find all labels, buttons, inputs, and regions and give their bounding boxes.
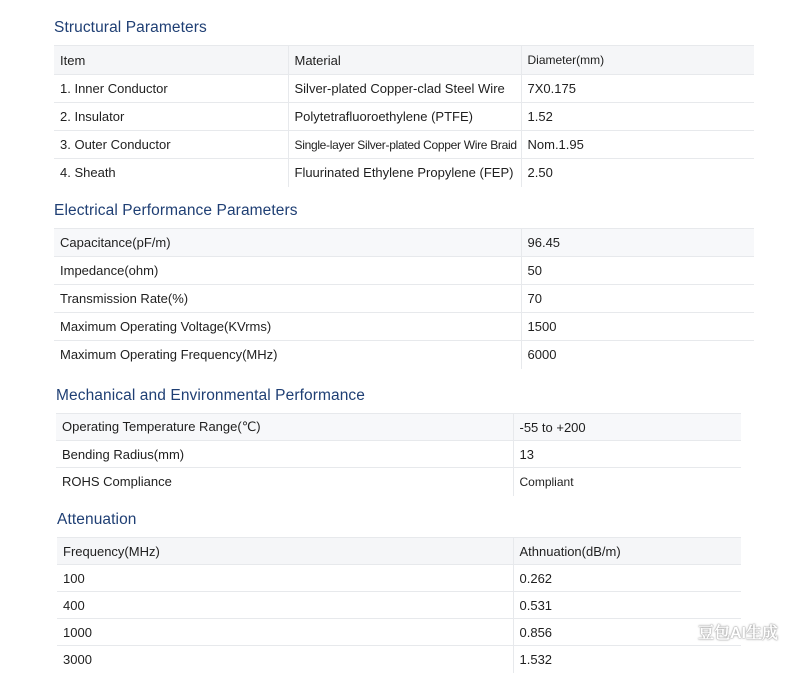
frequency-cell: 3000 xyxy=(57,646,513,673)
col-header-item: Item xyxy=(54,46,288,75)
value-cell: 1500 xyxy=(521,313,754,341)
parameter-cell: Capacitance(pF/m) xyxy=(54,229,521,257)
structural-header-row xyxy=(54,46,754,75)
attenuation-header-row xyxy=(57,538,741,565)
table-row xyxy=(54,229,754,257)
attenuation-title: Attenuation xyxy=(57,511,137,528)
mechanical-table xyxy=(56,413,741,496)
diameter-cell: Nom.1.95 xyxy=(521,131,754,159)
attenuation-cell: 0.856 xyxy=(513,619,741,646)
table-row xyxy=(54,131,754,159)
parameter-cell: Bending Radius(mm) xyxy=(56,441,513,468)
structural-title: Structural Parameters xyxy=(54,19,207,36)
parameter-cell: Transmission Rate(%) xyxy=(54,285,521,313)
frequency-cell: 1000 xyxy=(57,619,513,646)
table-row xyxy=(54,285,754,313)
value-cell: 50 xyxy=(521,257,754,285)
diameter-cell: 2.50 xyxy=(521,159,754,187)
item-cell: 3. Outer Conductor xyxy=(54,131,288,159)
frequency-cell: 100 xyxy=(57,565,513,592)
electrical-title: Electrical Performance Parameters xyxy=(54,202,298,219)
attenuation-cell: 0.531 xyxy=(513,592,741,619)
item-cell: 2. Insulator xyxy=(54,103,288,131)
table-row xyxy=(56,441,741,468)
diameter-cell: 7X0.175 xyxy=(521,75,754,103)
mechanical-title: Mechanical and Environmental Performance xyxy=(56,387,365,404)
table-row xyxy=(57,592,741,619)
parameter-cell: Maximum Operating Voltage(KVrms) xyxy=(54,313,521,341)
item-cell: 4. Sheath xyxy=(54,159,288,187)
table-row xyxy=(54,103,754,131)
frequency-cell: 400 xyxy=(57,592,513,619)
diameter-cell: 1.52 xyxy=(521,103,754,131)
value-cell: 70 xyxy=(521,285,754,313)
electrical-table xyxy=(54,228,754,369)
material-cell: Silver-plated Copper-clad Steel Wire xyxy=(288,75,521,103)
col-header-diameter: Diameter(mm) xyxy=(521,46,754,75)
value-cell: 6000 xyxy=(521,341,754,369)
structural-table xyxy=(54,45,754,187)
attenuation-cell: 0.262 xyxy=(513,565,741,592)
table-row xyxy=(56,468,741,496)
table-row xyxy=(56,414,741,441)
value-cell: 13 xyxy=(513,441,741,468)
value-cell: -55 to +200 xyxy=(513,414,741,441)
material-cell: Fluurinated Ethylene Propylene (FEP) xyxy=(288,159,521,187)
col-header-frequency: Frequency(MHz) xyxy=(57,538,513,565)
material-cell: Polytetrafluoroethylene (PTFE) xyxy=(288,103,521,131)
table-row xyxy=(57,646,741,673)
attenuation-table xyxy=(57,537,741,673)
item-cell: 1. Inner Conductor xyxy=(54,75,288,103)
ai-generated-watermark: 豆包AI生成 xyxy=(697,625,778,642)
col-header-attenuation: Athnuation(dB/m) xyxy=(513,538,741,565)
table-row xyxy=(57,565,741,592)
table-row xyxy=(54,159,754,187)
parameter-cell: Operating Temperature Range(℃) xyxy=(56,414,513,441)
material-cell: Single-layer Silver-plated Copper Wire Braid xyxy=(288,131,521,159)
value-cell: 96.45 xyxy=(521,229,754,257)
col-header-material: Material xyxy=(288,46,521,75)
table-row xyxy=(57,619,741,646)
parameter-cell: ROHS Compliance xyxy=(56,468,513,496)
table-row xyxy=(54,257,754,285)
value-cell: Compliant xyxy=(513,468,741,496)
parameter-cell: Impedance(ohm) xyxy=(54,257,521,285)
table-row xyxy=(54,75,754,103)
table-row xyxy=(54,341,754,369)
parameter-cell: Maximum Operating Frequency(MHz) xyxy=(54,341,521,369)
attenuation-cell: 1.532 xyxy=(513,646,741,673)
table-row xyxy=(54,313,754,341)
